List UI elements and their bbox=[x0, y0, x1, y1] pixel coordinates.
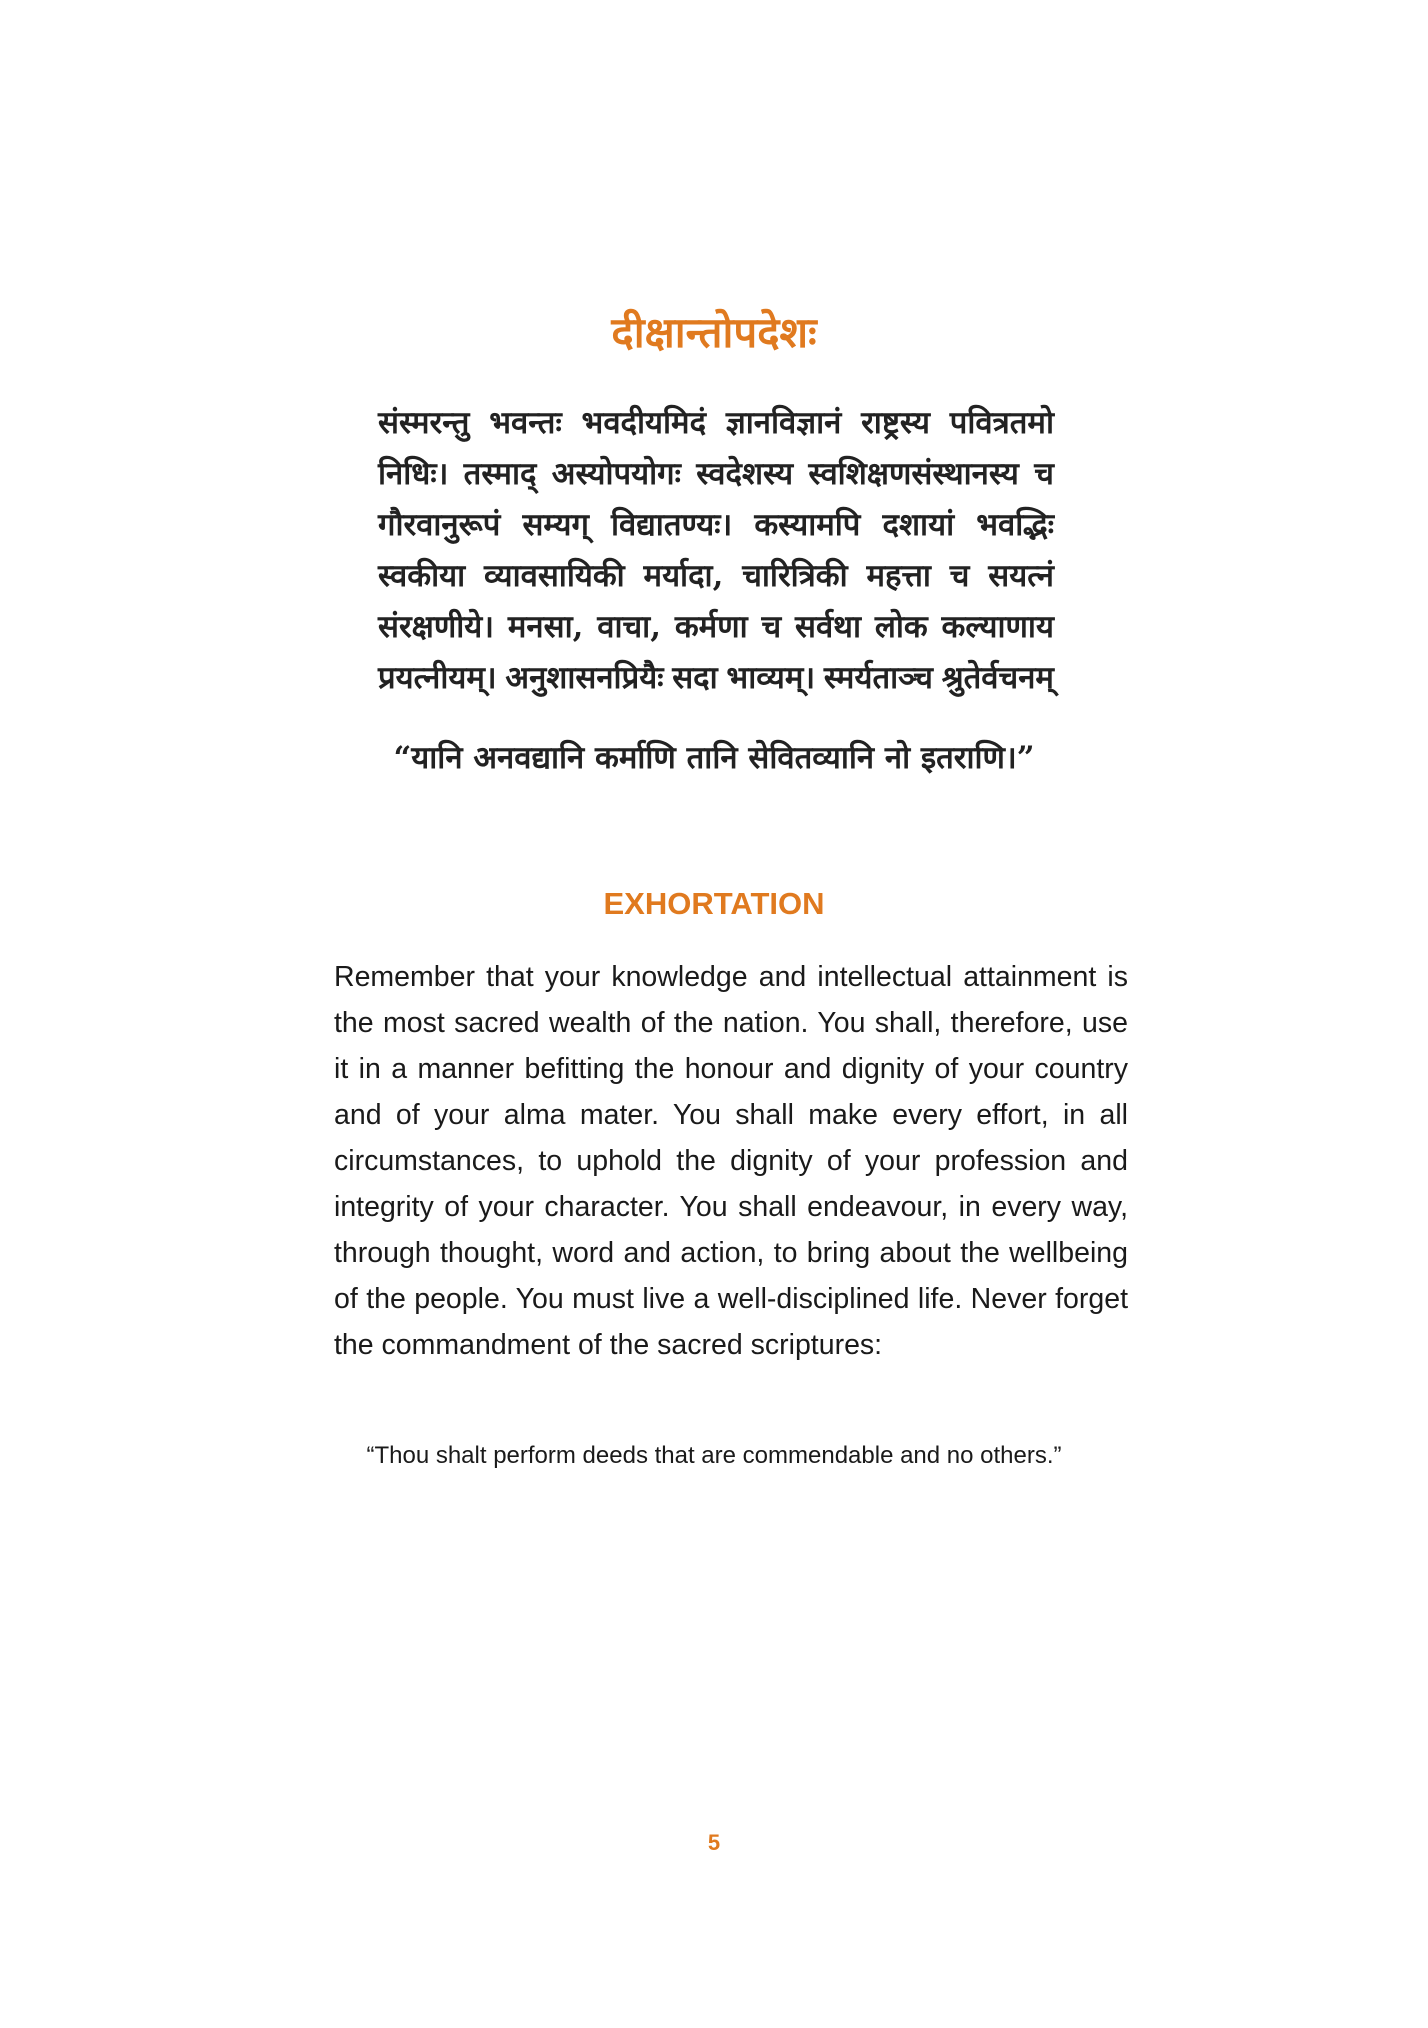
sanskrit-word: सम्यग् bbox=[522, 507, 589, 543]
sanskrit-paragraph bbox=[378, 398, 1054, 704]
sanskrit-word: राष्ट्रस्य bbox=[861, 405, 930, 441]
sanskrit-word: संरक्षणीये। bbox=[378, 609, 495, 645]
sanskrit-word: गौरवानुरूपं bbox=[378, 507, 501, 543]
sanskrit-word: भवन्तः bbox=[489, 405, 562, 441]
sanskrit-word: दशायां bbox=[882, 507, 955, 543]
sanskrit-word: सर्वथा bbox=[794, 609, 862, 645]
sanskrit-word: कल्याणाय bbox=[941, 609, 1054, 645]
sanskrit-quote: “यानि अनवद्यानि कर्माणि तानि सेवितव्यानि नो इतराणि।” bbox=[393, 740, 1035, 776]
sanskrit-word: वाचा, bbox=[597, 609, 662, 645]
sanskrit-word: ज्ञानविज्ञानं bbox=[725, 405, 842, 441]
sanskrit-word: मर्यादा, bbox=[643, 558, 724, 594]
english-quote: “Thou shalt perform deeds that are commendable and no others.” bbox=[366, 1442, 1062, 1469]
sanskrit-word: पवित्रतमो bbox=[949, 405, 1054, 441]
sanskrit-word: स्वदेशस्य bbox=[696, 456, 794, 492]
sanskrit-word: अनुशासनप्रियैः bbox=[505, 660, 664, 696]
sanskrit-word: कर्मणा bbox=[674, 609, 748, 645]
sanskrit-word: सदा bbox=[672, 660, 718, 696]
page-number: 5 bbox=[707, 1830, 721, 1855]
sanskrit-title: दीक्षान्तोपदेशः bbox=[611, 308, 817, 357]
sanskrit-word: अस्योपयोगः bbox=[551, 456, 681, 492]
sanskrit-word: तस्माद् bbox=[463, 456, 537, 492]
sanskrit-word: भाव्यम्। bbox=[726, 660, 816, 696]
sanskrit-word: मनसा, bbox=[507, 609, 584, 645]
sanskrit-word: संस्मरन्तु bbox=[378, 405, 470, 441]
sanskrit-word: महत्ता bbox=[866, 558, 931, 594]
sanskrit-word: व्यावसायिकी bbox=[484, 558, 625, 594]
sanskrit-word: स्वकीया bbox=[378, 558, 466, 594]
sanskrit-word: च bbox=[949, 558, 970, 594]
english-title: EXHORTATION bbox=[603, 886, 825, 921]
english-paragraph: Remember that your knowledge and intellectual attainment is the most sacred wealth of the nation. You shall, therefore, use it in a manner befitting the honour and dignity of your country and of your alma mater. You shall make every effort, in all circumstances, to uphold the dignity of your profession and integrity of your character. You shall endeavour, in every way, through thought, word and action, to bring about the wellbeing of the people. You must live a well-disciplined life. Never forget the commandment of the sacred scriptures: bbox=[334, 961, 1128, 1361]
sanskrit-word: च bbox=[761, 609, 782, 645]
sanskrit-line bbox=[378, 602, 1054, 653]
sanskrit-word: प्रयत्नीयम्। bbox=[378, 660, 497, 696]
sanskrit-word: भवद्भिः bbox=[976, 507, 1054, 543]
sanskrit-word: लोक bbox=[874, 609, 928, 645]
sanskrit-line bbox=[378, 398, 1054, 449]
sanskrit-word: स्वशिक्षणसंस्थानस्य bbox=[808, 456, 1019, 492]
sanskrit-word: भवदीयमिदं bbox=[581, 405, 707, 441]
sanskrit-word: श्रुतेर्वचनम् bbox=[941, 660, 1054, 696]
sanskrit-word: चारित्रिकी bbox=[742, 558, 848, 594]
sanskrit-line bbox=[378, 500, 1054, 551]
sanskrit-word: सयत्नं bbox=[988, 558, 1054, 594]
sanskrit-line bbox=[378, 551, 1054, 602]
sanskrit-word: निधिः। bbox=[378, 456, 449, 492]
sanskrit-word: स्मर्यताञ्च bbox=[823, 660, 933, 696]
sanskrit-line bbox=[378, 449, 1054, 500]
sanskrit-word: विद्यातण्यः। bbox=[611, 507, 733, 543]
sanskrit-line bbox=[378, 653, 1054, 704]
sanskrit-word: च bbox=[1034, 456, 1054, 492]
sanskrit-word: कस्यामपि bbox=[754, 507, 861, 543]
